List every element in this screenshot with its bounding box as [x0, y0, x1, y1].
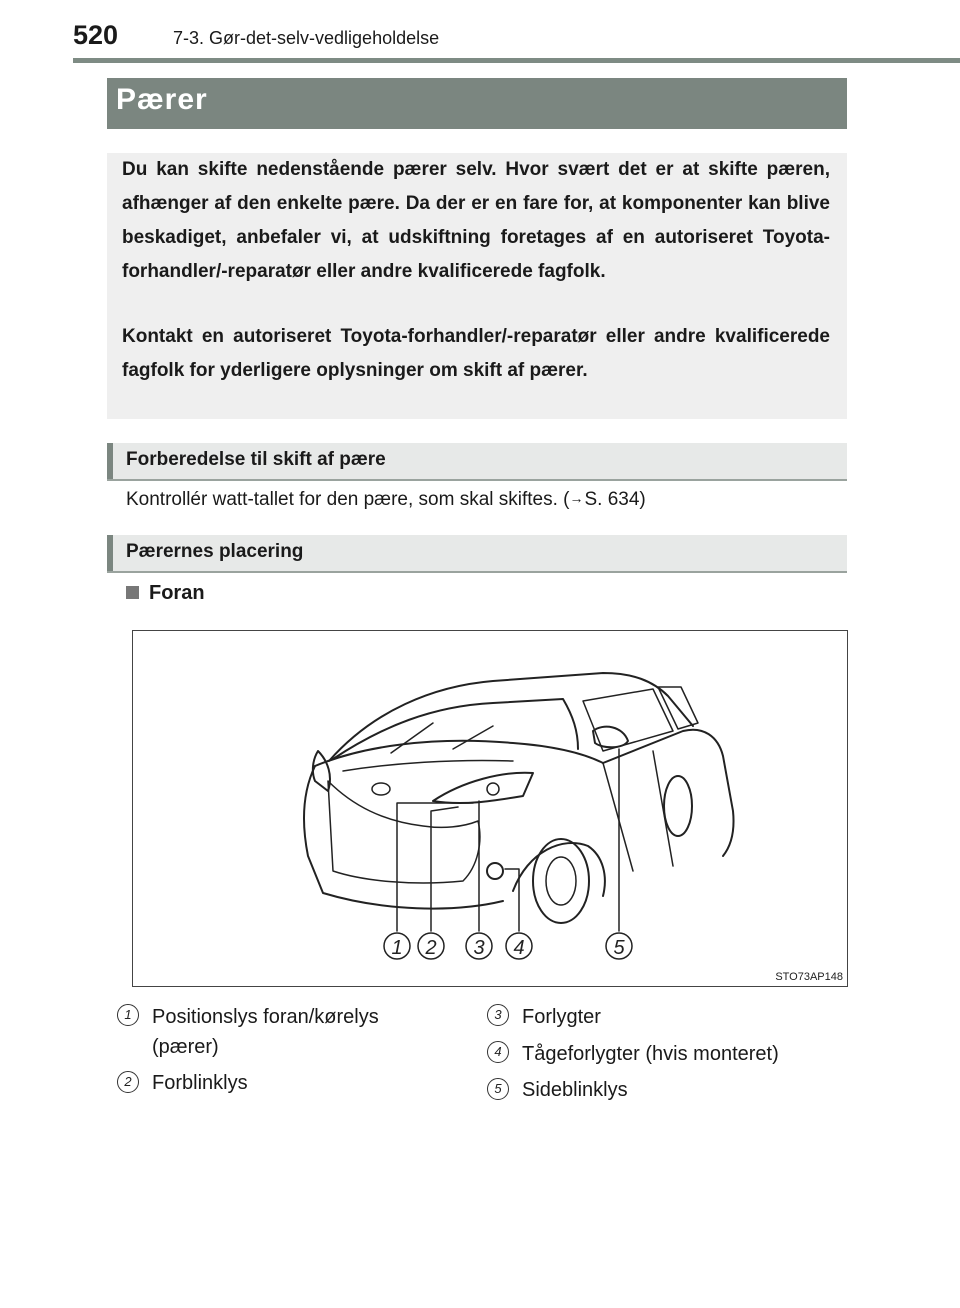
legend-item-1	[152, 1002, 379, 1062]
intro-paragraph-2: Kontakt en autoriseret Toyota-forhandler/-reparatør eller andre kvalificerede fagfolk for yderligere oplysninger om skift af pærer.	[122, 326, 830, 381]
instruction-text: Kontrollér watt-tallet for den pære, som skal skiftes. (	[126, 489, 570, 510]
wattage-instruction	[126, 489, 646, 511]
side-mirror	[593, 727, 628, 748]
legend-badge-4: 4	[487, 1041, 509, 1063]
legend-item-1-line1: Positionslys foran/kørelys	[152, 1006, 379, 1028]
hood-crease	[343, 760, 513, 771]
figure-code: STO73AP148	[775, 971, 843, 983]
emblem	[372, 783, 390, 795]
section-heading-label: Pærernes placering	[126, 541, 304, 562]
car-front-illustration	[132, 630, 848, 987]
arrow-right-icon: →	[569, 490, 584, 506]
front-wheel	[533, 839, 589, 923]
legend-badge-1: 1	[117, 1004, 139, 1026]
page-number: 520	[73, 20, 119, 50]
page-reference-link[interactable]: S. 634)	[584, 489, 646, 510]
legend-item-5-line1: Sideblinklys	[522, 1079, 628, 1101]
fog-light	[487, 863, 503, 879]
page-title: Pærer	[116, 83, 208, 116]
car-drawing	[133, 631, 847, 986]
rear-wheel	[664, 776, 692, 836]
legend-item-1-line2: (pærer)	[152, 1036, 219, 1058]
leader-line-4	[505, 869, 519, 931]
subheading-front	[126, 582, 205, 605]
heading-accent	[107, 443, 113, 479]
front-wheel-hub	[546, 857, 576, 905]
subheading-front-label: Foran	[149, 582, 205, 604]
left-headlight	[313, 751, 330, 791]
section-breadcrumb: 7-3. Gør-det-selv-vedligeholdelse	[173, 28, 440, 48]
page-header	[73, 20, 893, 60]
intro-paragraph-1: Du kan skifte nedenstående pærer selv. Hvor svært det er at skifte pæren, afhænger af den enkelte pære. Da der er en fare for, at komponenter kan blive beskadiget, anbefaler vi, at udskiftning foretages af en autoriseret Toyota-forhandler/-reparatør eller andre kvalificerede fagfolk.	[122, 159, 830, 282]
section-heading-preparation	[107, 443, 847, 481]
header-rule	[73, 58, 960, 63]
callout-number-1: 1	[391, 937, 403, 959]
legend-item-4	[522, 1039, 779, 1069]
legend-item-4-line1: Tågeforlygter (hvis monteret)	[522, 1043, 779, 1065]
square-bullet-icon	[126, 586, 139, 599]
leader-line-2	[431, 807, 458, 931]
callout-number-2: 2	[425, 937, 437, 959]
legend-badge-2: 2	[117, 1071, 139, 1093]
legend-badge-5: 5	[487, 1078, 509, 1100]
legend-item-2-line1: Forblinklys	[152, 1072, 248, 1094]
legend-item-3-line1: Forlygter	[522, 1006, 601, 1028]
headlight-lens	[487, 783, 499, 795]
heading-accent	[107, 535, 113, 571]
legend-badge-3: 3	[487, 1004, 509, 1026]
front-wheel-arch	[513, 843, 605, 896]
section-heading-label: Forberedelse til skift af pære	[126, 449, 386, 470]
windshield-wiper	[391, 723, 493, 753]
callout-number-5: 5	[613, 937, 625, 959]
section-heading-locations	[107, 535, 847, 573]
door-line	[603, 751, 673, 871]
callout-number-4: 4	[513, 937, 525, 959]
legend-item-2	[152, 1068, 248, 1098]
right-headlight	[433, 773, 533, 803]
legend-item-5	[522, 1075, 628, 1105]
legend-item-3	[522, 1002, 601, 1032]
callout-number-3: 3	[473, 937, 485, 959]
page-title-bar	[107, 78, 847, 129]
intro-box	[107, 153, 847, 419]
grille-shape	[328, 781, 480, 883]
leader-line-1	[397, 803, 473, 931]
